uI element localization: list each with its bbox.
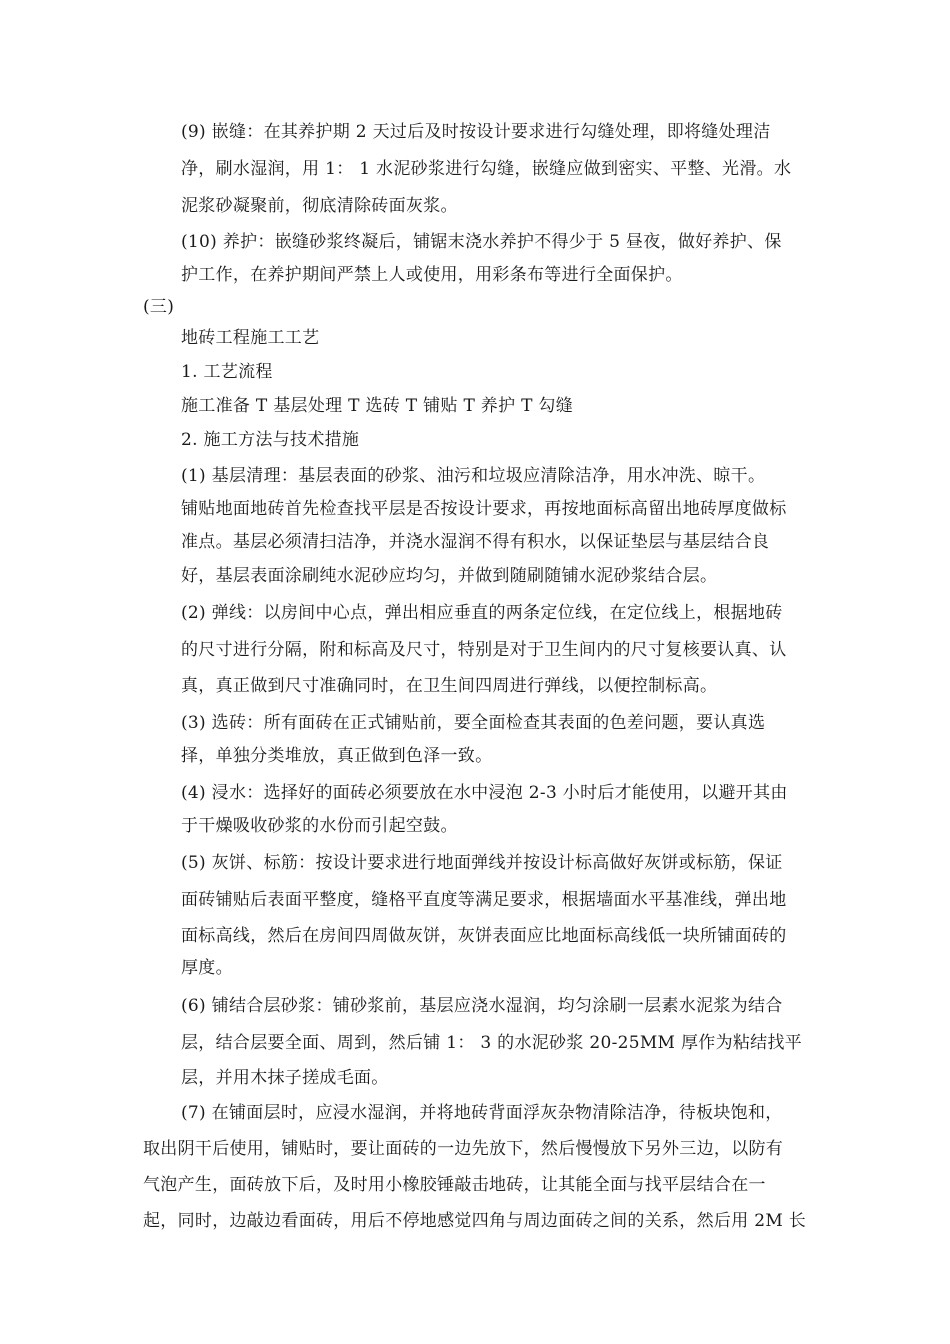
text-line: (1) 基层清理：基层表面的砂浆、油污和垃圾应清除洁净，用水冲洗、晾干。: [181, 466, 766, 486]
text-line: 铺贴地面地砖首先检查找平层是否按设计要求，再按地面标高留出地砖厚度做标: [181, 499, 787, 519]
text-line: 面砖铺贴后表面平整度，缝格平直度等满足要求，根据墙面水平基准线，弹出地: [181, 890, 787, 910]
text-line: 准点。基层必须清扫洁净，并浇水湿润不得有积水，以保证垫层与基层结合良: [181, 532, 770, 552]
text-line: 层，并用木抹子搓成毛面。: [181, 1068, 389, 1088]
text-line: 层，结合层要全面、周到，然后铺 1： 3 的水泥砂浆 20-25MM 厚作为粘结找平: [181, 1033, 803, 1053]
text-line: 净，刷水湿润，用 1： 1 水泥砂浆进行勾缝，嵌缝应做到密实、平整、光滑。水: [181, 159, 792, 179]
text-line: 取出阴干后使用，铺贴时，要让面砖的一边先放下，然后慢慢放下另外三边，以防有: [143, 1139, 784, 1159]
text-line: 起，同时，边敲边看面砖，用后不停地感觉四角与周边面砖之间的关系，然后用 2M 长: [143, 1211, 807, 1231]
text-line: (10) 养护：嵌缝砂浆终凝后，铺锯末浇水养护不得少于 5 昼夜，做好养护、保: [181, 232, 782, 252]
section-title: 地砖工程施工工艺: [181, 328, 320, 348]
text-line: 真，真正做到尺寸准确同时，在卫生间四周进行弹线，以便控制标高。: [181, 676, 718, 696]
text-line: 厚度。: [181, 958, 233, 978]
text-line: 于干燥吸收砂浆的水份而引起空鼓。: [181, 816, 458, 836]
section-marker: (三): [143, 297, 175, 317]
text-line: (6) 铺结合层砂浆：铺砂浆前，基层应浇水湿润，均匀涂刷一层素水泥浆为结合: [181, 996, 783, 1016]
text-line: 好，基层表面涂刷纯水泥砂应均匀，并做到随刷随铺水泥砂浆结合层。: [181, 566, 718, 586]
subsection-title: 1. 工艺流程: [181, 362, 273, 382]
text-line: (2) 弹线：以房间中心点，弹出相应垂直的两条定位线，在定位线上，根据地砖: [181, 603, 783, 623]
subsection-title: 2. 施工方法与技术措施: [181, 430, 360, 450]
text-line: 的尺寸进行分隔，附和标高及尺寸，特别是对于卫生间内的尺寸复核要认真、认: [181, 640, 787, 660]
text-line: (9) 嵌缝：在其养护期 2 天过后及时按设计要求进行勾缝处理，即将缝处理洁: [181, 122, 771, 142]
text-line: (4) 浸水：选择好的面砖必须要放在水中浸泡 2-3 小时后才能使用，以避开其由: [181, 783, 788, 803]
text-line: (5) 灰饼、标筋：按设计要求进行地面弹线并按设计标高做好灰饼或标筋，保证: [181, 853, 783, 873]
text-line: (3) 选砖：所有面砖在正式铺贴前，要全面检查其表面的色差问题，要认真选: [181, 713, 766, 733]
text-line: 气泡产生，面砖放下后，及时用小橡胶锤敲击地砖，让其能全面与找平层结合在一: [143, 1175, 766, 1195]
text-line: (7) 在铺面层时，应浸水湿润，并将地砖背面浮灰杂物清除洁净，待板块饱和，: [181, 1103, 783, 1123]
text-line: 面标高线，然后在房间四周做灰饼，灰饼表面应比地面标高线低一块所铺面砖的: [181, 926, 787, 946]
text-line: 泥浆砂凝聚前，彻底清除砖面灰浆。: [181, 196, 458, 216]
text-line: 择，单独分类堆放，真正做到色泽一致。: [181, 746, 493, 766]
text-line: 护工作，在养护期间严禁上人或使用，用彩条布等进行全面保护。: [181, 265, 683, 285]
text-line: 施工准备 T 基层处理 T 选砖 T 铺贴 T 养护 T 勾缝: [181, 396, 574, 416]
